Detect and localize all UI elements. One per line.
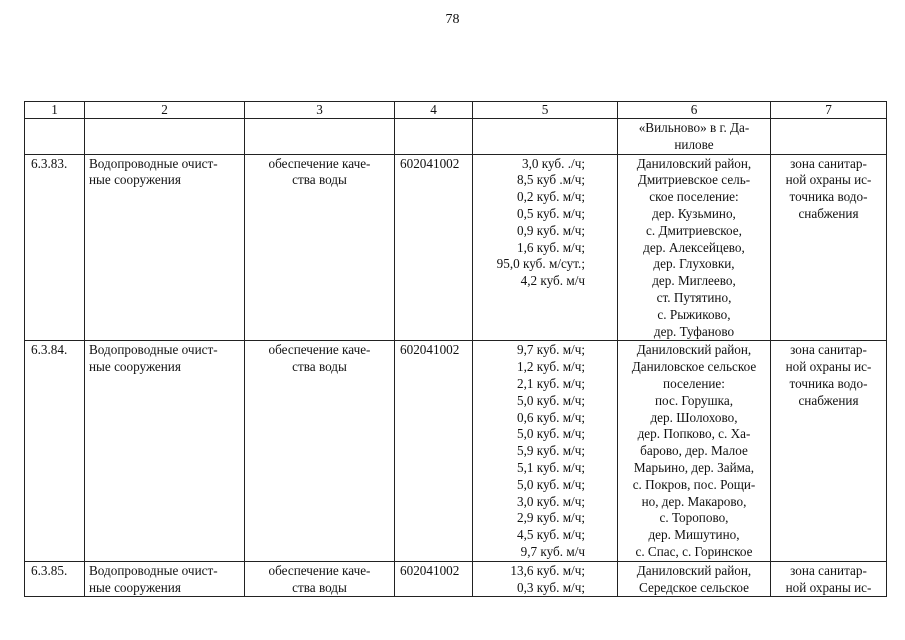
capacity — [473, 341, 618, 561]
capacity-line: 0,6 куб. м/ч; — [516, 409, 585, 425]
capacity-line: 1,6 куб. м/ч; — [516, 239, 585, 255]
purpose — [245, 341, 395, 561]
location-line: дер. Алексейцево, — [643, 239, 745, 255]
page-number: 78 — [445, 12, 460, 27]
purpose-line: обеспечение каче- — [268, 562, 371, 578]
location — [618, 561, 771, 597]
header-col-7: 7 — [771, 102, 887, 119]
capacity-line: 3,0 куб. ./ч; — [522, 155, 585, 171]
location-line: Даниловский район, — [636, 562, 752, 578]
header-col-2: 2 — [85, 102, 245, 119]
zone-line: ной охраны ис- — [785, 579, 872, 595]
zone — [771, 561, 887, 597]
location-line: дер. Кузьмино, — [652, 205, 736, 221]
purpose-line: обеспечение каче- — [268, 155, 371, 171]
location-line: с. Рыжиково, — [657, 306, 731, 322]
capacity-line: 5,0 куб. м/ч; — [516, 426, 585, 442]
capacity-line: 5,0 куб. м/ч; — [516, 392, 585, 408]
header-row — [25, 102, 887, 119]
location-line: Марьино, дер. Займа, — [633, 459, 755, 475]
zone-line: точника водо- — [789, 375, 868, 391]
location-line: Даниловский район, — [636, 342, 752, 358]
location-line: с. Торопово, — [659, 510, 729, 526]
capacity-line: 0,3 куб. м/ч; — [516, 579, 585, 595]
zone — [771, 154, 887, 341]
capacity-line: 0,5 куб. м/ч; — [516, 205, 585, 221]
code: 602041002 — [395, 154, 473, 341]
zone-line: зона санитар- — [790, 562, 867, 578]
capacity-line: 95,0 куб. м/сут.; — [496, 256, 585, 272]
location-line: нилове — [674, 136, 714, 152]
location-line: «Вильново» в г. Да- — [638, 120, 750, 135]
row-number: 6.3.85. — [25, 561, 85, 597]
capacity-line: 2,1 куб. м/ч; — [516, 375, 585, 391]
name-line: ные сооружения — [89, 579, 181, 595]
capacity-line: 9,7 куб. м/ч — [520, 543, 585, 559]
purpose — [245, 561, 395, 597]
row-number: 6.3.83. — [25, 154, 85, 341]
purpose-line: ства воды — [292, 359, 347, 375]
location-line: с. Покров, пос. Рощи- — [632, 476, 756, 492]
location-line: Даниловский район, — [636, 155, 752, 171]
capacity-line: 5,1 куб. м/ч; — [516, 459, 585, 475]
name-line: ные сооружения — [89, 359, 181, 375]
purpose — [245, 154, 395, 341]
header-col-4: 4 — [395, 102, 473, 119]
table-body — [25, 154, 887, 597]
location-line: дер. Миглеево, — [652, 273, 736, 289]
continuation-location — [618, 119, 771, 155]
location-line: поселение: — [663, 375, 725, 391]
location-line: дер. Попково, с. Ха- — [637, 426, 751, 442]
name-line: Водопроводные очист- — [89, 155, 218, 171]
capacity-line: 5,9 куб. м/ч; — [516, 443, 585, 459]
name-line: Водопроводные очист- — [89, 342, 218, 358]
location-line: барово, дер. Малое — [640, 443, 748, 459]
location-line: но, дер. Макарово, — [641, 493, 747, 509]
capacity-line: 4,2 куб. м/ч — [520, 273, 585, 289]
zone-line: ной охраны ис- — [785, 172, 872, 188]
capacity-line: 3,0 куб. м/ч; — [516, 493, 585, 509]
purpose-line: ства воды — [292, 579, 347, 595]
name-line: Водопроводные очист- — [89, 562, 218, 578]
zone-line: снабжения — [798, 205, 859, 221]
capacity-line: 0,2 куб. м/ч; — [516, 189, 585, 205]
location-line: дер. Мишутино, — [648, 527, 740, 543]
capacity-line: 9,7 куб. м/ч; — [516, 342, 585, 358]
table-row — [25, 154, 887, 341]
zone-line: зона санитар- — [790, 342, 867, 358]
location-line: с. Спас, с. Горинское — [635, 543, 753, 559]
header-col-3: 3 — [245, 102, 395, 119]
code: 602041002 — [395, 341, 473, 561]
capacity-line: 2,9 куб. м/ч; — [516, 510, 585, 526]
facility-name — [85, 561, 245, 597]
zone-line: точника водо- — [789, 189, 868, 205]
capacity-line: 0,9 куб. м/ч; — [516, 222, 585, 238]
row-number: 6.3.84. — [25, 341, 85, 561]
code: 602041002 — [395, 561, 473, 597]
facility-name — [85, 341, 245, 561]
purpose-line: ства воды — [292, 172, 347, 188]
location-line: ское поселение: — [649, 189, 739, 205]
location — [618, 341, 771, 561]
capacity-line: 8,5 куб .м/ч; — [516, 172, 585, 188]
zone-line: ной охраны ис- — [785, 359, 872, 375]
location-line: Даниловское сельское — [631, 359, 757, 375]
capacity — [473, 561, 618, 597]
capacity-line: 4,5 куб. м/ч; — [516, 527, 585, 543]
capacity-line: 5,0 куб. м/ч; — [516, 476, 585, 492]
header-col-1: 1 — [25, 102, 85, 119]
location-line: Дмитриевское сель- — [637, 172, 751, 188]
capacity — [473, 154, 618, 341]
facility-name — [85, 154, 245, 341]
registry-table — [24, 101, 887, 597]
purpose-line: обеспечение каче- — [268, 342, 371, 358]
zone-line: снабжения — [798, 392, 859, 408]
table-row — [25, 341, 887, 561]
location-line: дер. Шолохово, — [650, 409, 738, 425]
zone — [771, 341, 887, 561]
capacity-line: 13,6 куб. м/ч; — [510, 562, 585, 578]
location-line: ст. Путятино, — [656, 289, 732, 305]
table-row — [25, 561, 887, 597]
continuation-row — [25, 119, 887, 155]
name-line: ные сооружения — [89, 172, 181, 188]
header-col-5: 5 — [473, 102, 618, 119]
location-line: Середское сельское — [639, 579, 749, 595]
location-line: пос. Горушка, — [654, 392, 733, 408]
location-line: с. Дмитриевское, — [646, 222, 742, 238]
capacity-line: 1,2 куб. м/ч; — [516, 359, 585, 375]
location-line: дер. Туфаново — [653, 323, 735, 339]
header-col-6: 6 — [618, 102, 771, 119]
location — [618, 154, 771, 341]
location-line: дер. Глуховки, — [653, 256, 735, 272]
zone-line: зона санитар- — [790, 155, 867, 171]
